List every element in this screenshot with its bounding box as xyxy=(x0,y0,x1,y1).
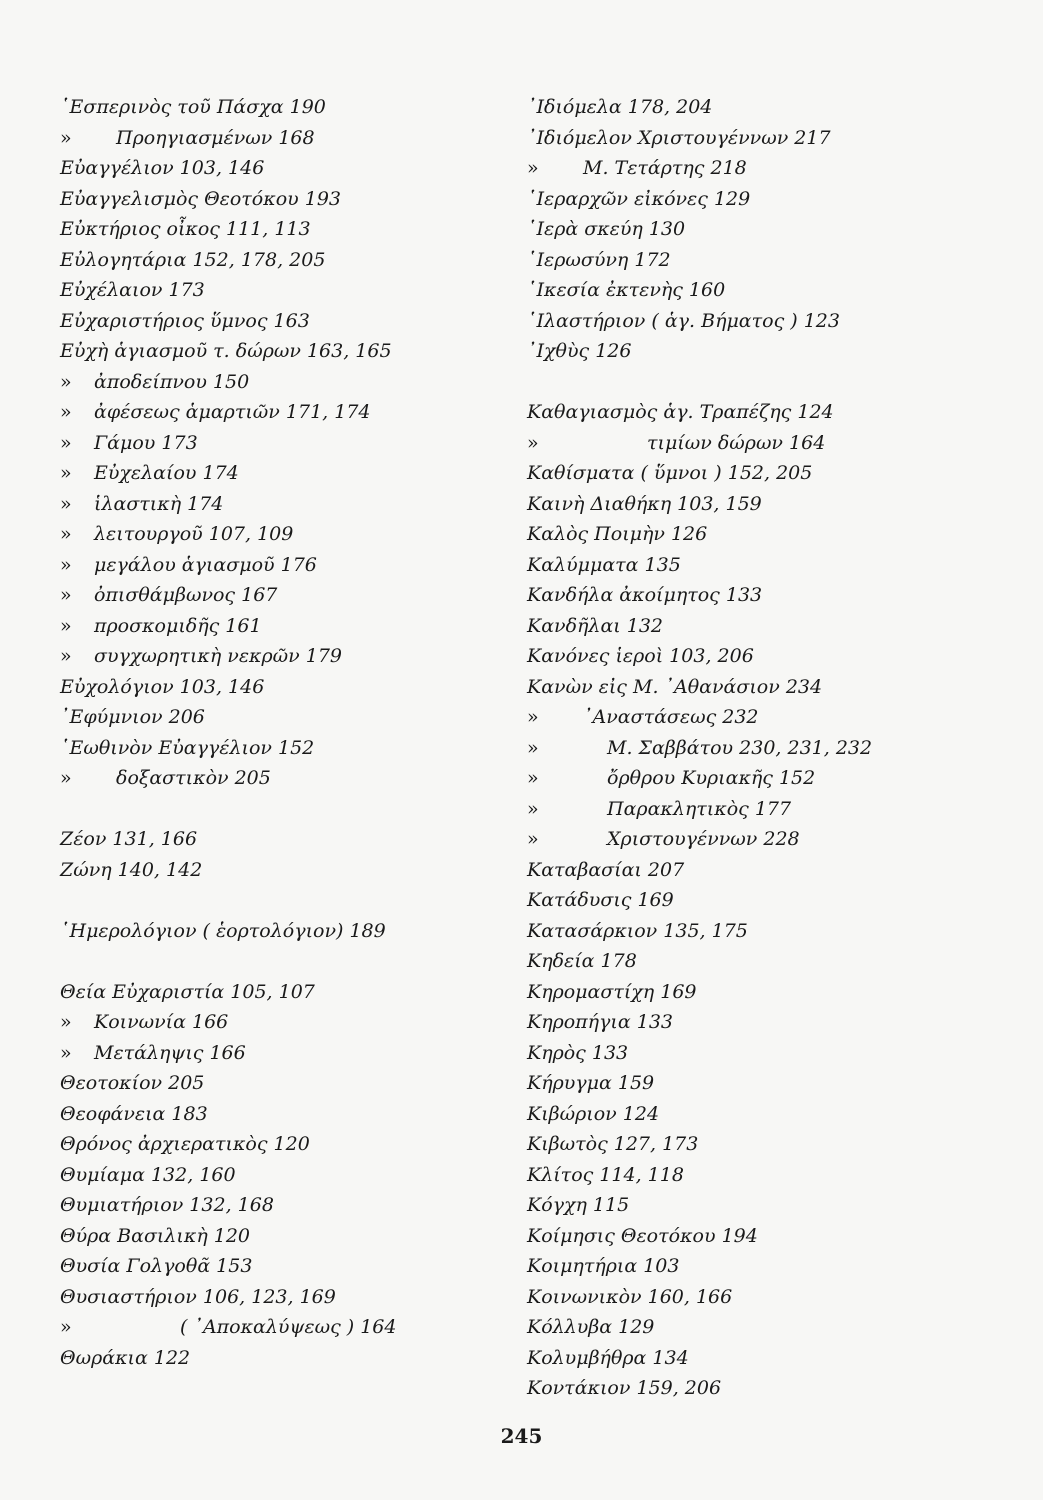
index-entry xyxy=(60,519,490,550)
index-entry-text: Καθαγιασμὸς ἁγ. Τραπέζης 124 xyxy=(527,401,834,423)
ditto-mark: » xyxy=(527,431,539,454)
index-entry-text: μεγάλου ἁγιασμοῦ 176 xyxy=(94,553,317,576)
index-entry xyxy=(60,1007,490,1038)
index-entry xyxy=(527,458,997,489)
index-entry-text: Ζώνη 140, 142 xyxy=(60,858,203,881)
index-entry-text: Κόλλυβα 129 xyxy=(527,1316,655,1338)
index-entry xyxy=(527,794,997,825)
index-entry xyxy=(527,550,997,581)
index-entry-text: Γάμου 173 xyxy=(94,431,198,454)
index-entry xyxy=(60,611,490,642)
index-entry xyxy=(527,1373,997,1404)
index-section-gap xyxy=(60,794,490,825)
index-entry-text: ᾿Εφύμνιον 206 xyxy=(60,706,205,728)
index-entry xyxy=(60,458,490,489)
index-entry-text: Κλίτος 114, 118 xyxy=(527,1163,684,1186)
index-entry-text: Μ. Τετάρτης 218 xyxy=(583,157,747,179)
index-entry-text: ῾Εωθινὸν Εὐαγγέλιον 152 xyxy=(60,736,315,759)
index-entry xyxy=(60,397,490,428)
ditto-mark: » xyxy=(60,370,72,393)
index-entry-text: Κοινωνικὸν 160, 166 xyxy=(527,1285,733,1308)
index-entry xyxy=(60,1190,490,1221)
index-entry xyxy=(60,1221,490,1252)
ditto-mark: » xyxy=(60,584,72,606)
index-entry xyxy=(527,153,997,184)
index-entry xyxy=(60,245,490,276)
index-entry xyxy=(527,977,997,1008)
index-entry-text: ἀφέσεως ἁμαρτιῶν 171, 174 xyxy=(94,401,371,423)
index-entry-text: ῾Ημερολόγιον ( ἑορτολόγιον) 189 xyxy=(60,919,386,942)
index-entry xyxy=(527,672,997,703)
index-entry-text: Θεοφάνεια 183 xyxy=(60,1102,208,1125)
index-entry-text: Κηρομαστίχη 169 xyxy=(527,980,697,1003)
index-entry-text: Κοίμησις Θεοτόκου 194 xyxy=(527,1224,758,1247)
index-entry-text: ἀποδείπνου 150 xyxy=(94,370,250,393)
ditto-mark: » xyxy=(60,492,72,515)
index-entry-text: Καλὸς Ποιμὴν 126 xyxy=(527,523,708,545)
index-entry-text: Καινὴ Διαθήκη 103, 159 xyxy=(527,492,762,515)
index-entry-text: ῾Ιλαστήριον ( ἁγ. Βήματος ) 123 xyxy=(527,309,840,332)
index-entry-text: Θύρα Βασιλικὴ 120 xyxy=(60,1224,251,1247)
index-entry-text: Παρακλητικὸς 177 xyxy=(607,797,792,820)
index-entry xyxy=(60,580,490,611)
index-entry-text: ῾Ιερὰ σκεύη 130 xyxy=(527,218,686,240)
index-entry xyxy=(527,1129,997,1160)
index-entry xyxy=(527,641,997,672)
ditto-mark: » xyxy=(527,706,539,728)
index-entry xyxy=(60,702,490,733)
index-entry xyxy=(527,1068,997,1099)
index-entry xyxy=(527,916,997,947)
index-entry-text: Καταβασίαι 207 xyxy=(527,858,685,881)
index-entry-text: ῾Ιεραρχῶν εἰκόνες 129 xyxy=(527,187,751,210)
index-entry xyxy=(60,1038,490,1069)
index-entry-text: ᾿Ιδιόμελα 178, 204 xyxy=(527,96,713,118)
index-entry xyxy=(527,1007,997,1038)
index-entry-text: δοξαστικὸν 205 xyxy=(116,767,271,789)
index-entry-text: Καλύμματα 135 xyxy=(527,553,681,576)
index-entry xyxy=(527,184,997,215)
index-entry-text: Κηρὸς 133 xyxy=(527,1041,629,1064)
index-entry xyxy=(527,1038,997,1069)
index-entry xyxy=(60,916,490,947)
index-entry-text: Κηροπήγια 133 xyxy=(527,1011,673,1033)
index-entry xyxy=(527,855,997,886)
index-section-gap xyxy=(527,367,997,398)
index-entry-text: Κιβώριον 124 xyxy=(527,1102,660,1125)
index-entry-text: Εὐαγγέλιον 103, 146 xyxy=(60,157,265,179)
index-entry-text: προσκομιδῆς 161 xyxy=(94,614,262,637)
index-entry xyxy=(60,1068,490,1099)
index-entry-text: Εὐλογητάρια 152, 178, 205 xyxy=(60,248,326,271)
index-entry xyxy=(60,1160,490,1191)
index-entry-text: Εὐκτήριος οἶκος 111, 113 xyxy=(60,218,311,240)
index-entry xyxy=(527,275,997,306)
index-entry xyxy=(60,672,490,703)
index-entry xyxy=(527,824,997,855)
index-entry-text: Χριστουγέννων 228 xyxy=(607,828,800,850)
index-entry xyxy=(60,184,490,215)
index-entry-text: λειτουργοῦ 107, 109 xyxy=(94,523,294,545)
index-entry-text: ὀπισθάμβωνος 167 xyxy=(94,584,278,606)
index-entry xyxy=(527,428,997,459)
index-entry-text: Κοινωνία 166 xyxy=(94,1011,229,1033)
index-entry-text: Κόγχη 115 xyxy=(527,1194,630,1216)
index-entry xyxy=(527,611,997,642)
index-entry xyxy=(527,1099,997,1130)
index-entry-text: Εὐχαριστήριος ὕμνος 163 xyxy=(60,309,310,332)
index-entry xyxy=(527,519,997,550)
index-entry-text: ῾Ιερωσύνη 172 xyxy=(527,248,671,271)
index-entry xyxy=(60,977,490,1008)
index-entry xyxy=(60,123,490,154)
index-entry-text: Εὐχέλαιον 173 xyxy=(60,279,205,301)
index-entry xyxy=(60,275,490,306)
ditto-mark: » xyxy=(60,401,72,423)
ditto-mark: » xyxy=(527,767,539,789)
index-entry-text: Θυμίαμα 132, 160 xyxy=(60,1163,236,1186)
index-entry-text: Κοιμητήρια 103 xyxy=(527,1255,680,1277)
index-entry-text: τιμίων δώρων 164 xyxy=(647,431,826,454)
ditto-mark: » xyxy=(60,553,72,576)
index-entry xyxy=(60,641,490,672)
index-entry-text: Εὐαγγελισμὸς Θεοτόκου 193 xyxy=(60,187,342,210)
index-entry xyxy=(60,824,490,855)
index-entry xyxy=(60,733,490,764)
index-entry-text: ῾Εσπερινὸς τοῦ Πάσχα 190 xyxy=(60,96,326,118)
index-entry xyxy=(527,1221,997,1252)
index-entry-text: Θωράκια 122 xyxy=(60,1346,191,1369)
index-entry-text: Θυσιαστήριον 106, 123, 169 xyxy=(60,1285,336,1308)
index-entry-text: Εὐχελαίου 174 xyxy=(94,462,239,484)
index-entry-text: Κήρυγμα 159 xyxy=(527,1072,655,1094)
index-entry xyxy=(60,1129,490,1160)
ditto-mark: » xyxy=(527,736,539,759)
index-entry-text: Προηγιασμένων 168 xyxy=(116,126,315,149)
index-entry xyxy=(60,1251,490,1282)
index-entry xyxy=(60,1312,490,1343)
index-entry xyxy=(527,336,997,367)
index-entry-text: Κηδεία 178 xyxy=(527,950,637,972)
index-section-gap xyxy=(60,885,490,916)
index-entry xyxy=(527,1282,997,1313)
index-section-gap xyxy=(60,946,490,977)
index-entry xyxy=(60,550,490,581)
index-entry-text: Μ. Σαββάτου 230, 231, 232 xyxy=(607,736,873,759)
index-entry xyxy=(60,428,490,459)
index-entry-text: ᾿Ιδιόμελον Χριστουγέννων 217 xyxy=(527,126,831,149)
index-entry xyxy=(60,306,490,337)
index-entry xyxy=(527,1251,997,1282)
index-entry-text: Θυμιατήριον 132, 168 xyxy=(60,1194,274,1216)
index-entry-text: Κιβωτὸς 127, 173 xyxy=(527,1133,699,1155)
index-entry xyxy=(60,367,490,398)
index-entry-text: Θεία Εὐχαριστία 105, 107 xyxy=(60,980,315,1003)
ditto-mark: » xyxy=(60,645,72,667)
index-entry xyxy=(60,1343,490,1374)
index-entry xyxy=(527,214,997,245)
index-entry-text: ᾿Αναστάσεως 232 xyxy=(583,706,759,728)
index-entry xyxy=(527,1343,997,1374)
ditto-mark: » xyxy=(60,767,72,789)
index-entry xyxy=(527,946,997,977)
index-entry-text: ἱλαστικὴ 174 xyxy=(94,492,224,515)
index-entry xyxy=(527,885,997,916)
page-number: 245 xyxy=(500,1424,543,1448)
ditto-mark: » xyxy=(527,797,539,820)
index-entry xyxy=(60,763,490,794)
index-entry-text: Μετάληψις 166 xyxy=(94,1041,246,1064)
index-entry-text: Κανδῆλαι 132 xyxy=(527,614,664,637)
index-entry xyxy=(60,1099,490,1130)
index-entry xyxy=(60,153,490,184)
index-entry xyxy=(60,489,490,520)
index-entry xyxy=(527,92,997,123)
index-entry-text: Κατάδυσις 169 xyxy=(527,889,674,911)
index-entry-text: Κολυμβήθρα 134 xyxy=(527,1346,689,1369)
index-entry xyxy=(60,214,490,245)
index-entry-text: ὄρθρου Κυριακῆς 152 xyxy=(607,767,816,789)
index-entry xyxy=(527,763,997,794)
index-entry xyxy=(527,397,997,428)
index-entry xyxy=(527,245,997,276)
ditto-mark: » xyxy=(60,462,72,484)
index-right-column xyxy=(527,92,997,1404)
index-entry-text: ῾Ικεσία ἐκτενὴς 160 xyxy=(527,279,726,301)
ditto-mark: » xyxy=(527,828,539,850)
index-entry xyxy=(527,489,997,520)
ditto-mark: » xyxy=(60,1011,72,1033)
index-entry-text: Κανόνες ἱεροὶ 103, 206 xyxy=(527,645,754,667)
index-entry xyxy=(527,306,997,337)
ditto-mark: » xyxy=(60,1316,72,1338)
ditto-mark: » xyxy=(60,523,72,545)
index-entry-text: Θεοτοκίον 205 xyxy=(60,1072,205,1094)
index-entry-text: Θρόνος ἀρχιερατικὸς 120 xyxy=(60,1133,310,1155)
index-entry-text: Κατασάρκιον 135, 175 xyxy=(527,919,748,942)
index-entry xyxy=(527,580,997,611)
index-entry-text: ᾿Ιχθὺς 126 xyxy=(527,340,632,362)
index-entry xyxy=(527,123,997,154)
ditto-mark: » xyxy=(527,157,539,179)
index-entry-text: Ζέον 131, 166 xyxy=(60,828,198,850)
index-entry xyxy=(60,336,490,367)
index-left-column xyxy=(60,92,490,1373)
index-entry xyxy=(60,855,490,886)
ditto-mark: » xyxy=(60,431,72,454)
ditto-mark: » xyxy=(60,614,72,637)
index-entry xyxy=(527,733,997,764)
ditto-mark: » xyxy=(60,1041,72,1064)
index-entry-text: Κανὼν εἰς Μ. ᾿Αθανάσιον 234 xyxy=(527,675,823,698)
index-entry-text: Κανδήλα ἀκοίμητος 133 xyxy=(527,584,763,606)
index-entry-text: ( ᾿Αποκαλύψεως ) 164 xyxy=(180,1316,397,1338)
index-entry xyxy=(527,702,997,733)
index-entry xyxy=(527,1190,997,1221)
ditto-mark: » xyxy=(60,126,72,149)
index-entry-text: Κοντάκιον 159, 206 xyxy=(527,1377,722,1399)
index-entry-text: Εὐχολόγιον 103, 146 xyxy=(60,675,265,698)
index-entry xyxy=(527,1312,997,1343)
index-entry xyxy=(527,1160,997,1191)
index-entry xyxy=(60,92,490,123)
index-entry-text: Θυσία Γολγοθᾶ 153 xyxy=(60,1255,253,1277)
index-entry-text: Εὐχὴ ἁγιασμοῦ τ. δώρων 163, 165 xyxy=(60,340,392,362)
index-entry xyxy=(60,1282,490,1313)
index-entry-text: συγχωρητικὴ νεκρῶν 179 xyxy=(94,645,343,667)
index-entry-text: Καθίσματα ( ὕμνοι ) 152, 205 xyxy=(527,462,813,484)
